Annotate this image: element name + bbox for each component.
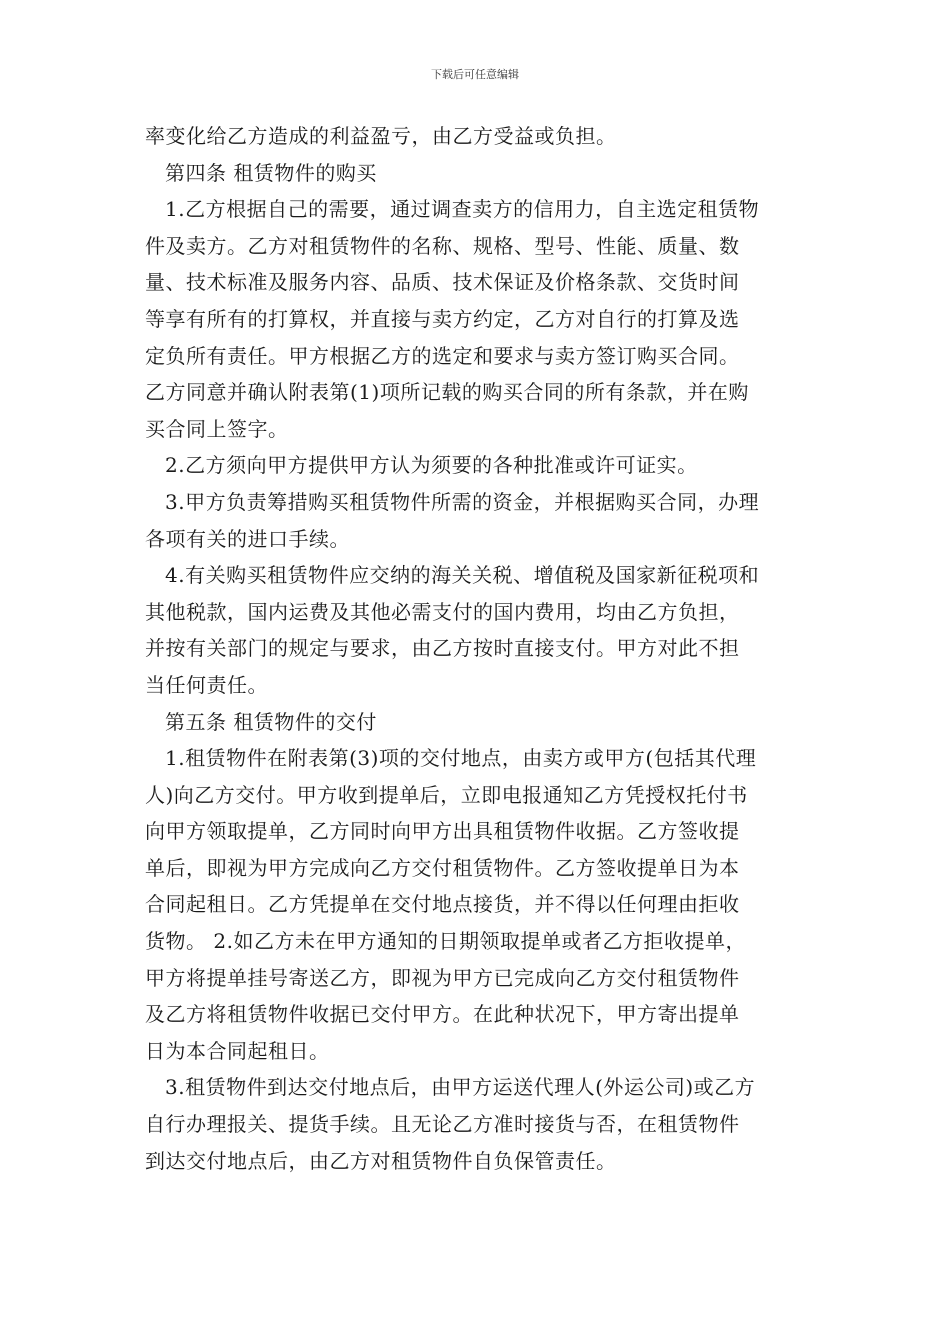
text-line: 4.有关购买租赁物件应交纳的海关关税、增值税及国家新征税项和 xyxy=(165,563,760,588)
page-header: 下载后可任意编辑 xyxy=(431,68,519,81)
text-line: 1.乙方根据自己的需要，通过调查卖方的信用力，自主选定租赁物 xyxy=(165,197,760,222)
text-line: 并按有关部门的规定与要求，由乙方按时直接支付。甲方对此不担 xyxy=(145,636,740,661)
text-line: 货物。 2.如乙方未在甲方通知的日期领取提单或者乙方拒收提单， xyxy=(145,929,746,954)
text-line: 件及卖方。乙方对租赁物件的名称、规格、型号、性能、质量、数 xyxy=(145,233,740,258)
text-line: 当任何责任。 xyxy=(145,672,268,697)
text-line: 向甲方领取提单，乙方同时向甲方出具租赁物件收据。乙方签收提 xyxy=(145,819,740,844)
text-line: 各项有关的进口手续。 xyxy=(145,526,350,551)
text-line: 日为本合同起租日。 xyxy=(145,1038,330,1063)
text-line: 定负所有责任。甲方根据乙方的选定和要求与卖方签订购买合同。 xyxy=(145,343,740,368)
text-line: 3.租赁物件到达交付地点后，由甲方运送代理人(外运公司)或乙方 xyxy=(165,1075,756,1100)
text-line: 及乙方将租赁物件收据已交付甲方。在此种状况下，甲方寄出提单 xyxy=(145,1002,740,1027)
text-line: 量、技术标准及服务内容、品质、技术保证及价格条款、交货时间 xyxy=(145,270,740,295)
text-line: 率变化给乙方造成的利益盈亏，由乙方受益或负担。 xyxy=(145,124,617,148)
text-line: 买合同上签字。 xyxy=(145,416,289,441)
text-line: 人)向乙方交付。甲方收到提单后，立即电报通知乙方凭授权托付书 xyxy=(145,782,748,807)
text-line: 自行办理报关、提货手续。且无论乙方准时接货与否，在租赁物件 xyxy=(145,1112,740,1137)
document-body xyxy=(145,118,810,1179)
text-line: 乙方同意并确认附表第(1)项所记载的购买合同的所有条款，并在购 xyxy=(145,380,749,405)
text-line: 单后，即视为甲方完成向乙方交付租赁物件。乙方签收提单日为本 xyxy=(145,855,740,880)
text-line: 1.租赁物件在附表第(3)项的交付地点，由卖方或甲方(包括其代理 xyxy=(165,746,757,771)
section-heading: 第四条 租赁物件的购买 xyxy=(165,160,377,185)
text-line: 等享有所有的打算权，并直接与卖方约定，乙方对自行的打算及选 xyxy=(145,306,740,331)
text-line: 甲方将提单挂号寄送乙方，即视为甲方已完成向乙方交付租赁物件 xyxy=(145,965,740,990)
text-line: 合同起租日。乙方凭提单在交付地点接货，并不得以任何理由拒收 xyxy=(145,892,740,917)
text-line: 2.乙方须向甲方提供甲方认为须要的各种批准或许可证实。 xyxy=(165,453,698,478)
text-line: 3.甲方负责筹措购买租赁物件所需的资金，并根据购买合同，办理 xyxy=(165,489,760,514)
text-line: 到达交付地点后，由乙方对租赁物件自负保管责任。 xyxy=(145,1148,617,1173)
section-heading: 第五条 租赁物件的交付 xyxy=(165,709,377,734)
text-line: 其他税款，国内运费及其他必需支付的国内费用，均由乙方负担， xyxy=(145,599,740,624)
